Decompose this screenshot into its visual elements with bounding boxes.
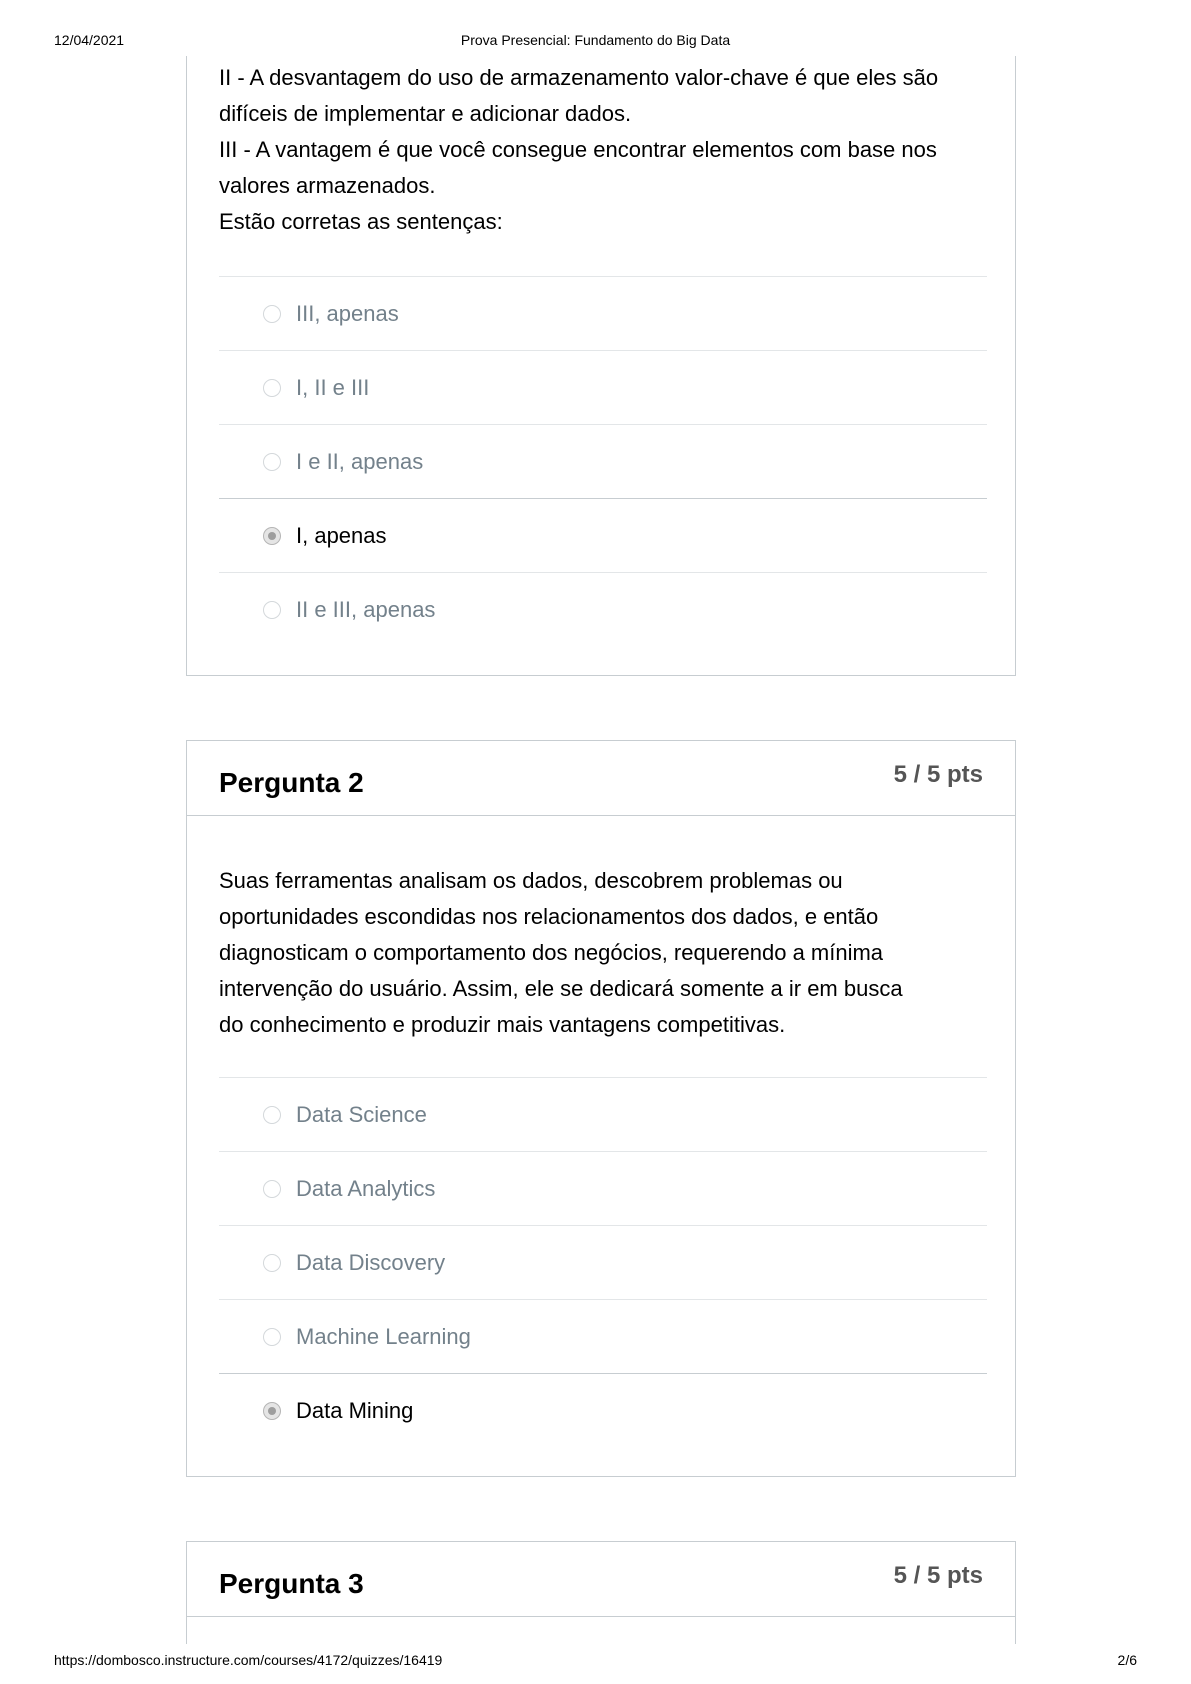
question-1-line: Estão corretas as sentenças: [219, 209, 503, 234]
question-1-card [186, 56, 1016, 676]
answer-option[interactable] [219, 350, 987, 424]
radio-button[interactable] [263, 305, 281, 323]
answer-label: Data Mining [296, 1398, 414, 1423]
question-2-card [186, 740, 1016, 1477]
question-3-header [187, 1542, 1015, 1617]
question-1-answers [219, 276, 987, 646]
question-2-line: oportunidades escondidas nos relacionamentos dos dados, e então [219, 904, 879, 929]
radio-button[interactable] [263, 453, 281, 471]
question-2-title: Pergunta 2 [219, 767, 364, 798]
print-footer [0, 1652, 1191, 1672]
question-1-line: difíceis de implementar e adicionar dados. [219, 101, 632, 126]
answer-option-selected[interactable] [219, 1373, 987, 1447]
radio-button-checked[interactable] [263, 527, 281, 545]
radio-button[interactable] [263, 1328, 281, 1346]
answer-option[interactable] [219, 1077, 987, 1151]
radio-button[interactable] [263, 1254, 281, 1272]
question-2-answers [219, 1077, 987, 1447]
question-2-points: 5 / 5 pts [893, 761, 983, 788]
question-2-line: Suas ferramentas analisam os dados, descobrem problemas ou [219, 868, 843, 893]
print-header [0, 32, 1191, 52]
answer-option[interactable] [219, 1299, 987, 1373]
answer-label: Data Analytics [296, 1176, 436, 1201]
radio-button[interactable] [263, 379, 281, 397]
answer-label: Machine Learning [296, 1324, 471, 1349]
answer-option[interactable] [219, 276, 987, 350]
answer-label: I e II, apenas [296, 449, 424, 474]
radio-button-checked[interactable] [263, 1402, 281, 1420]
answer-label: I, apenas [296, 523, 387, 548]
question-3-points: 5 / 5 pts [893, 1562, 983, 1589]
answer-label: I, II e III [296, 375, 370, 400]
answer-label: Data Discovery [296, 1250, 446, 1275]
question-3-card [186, 1541, 1016, 1644]
question-1-text [219, 60, 989, 240]
question-2-line: do conhecimento e produzir mais vantagens competitivas. [219, 1012, 786, 1037]
answer-option-selected[interactable] [219, 498, 987, 572]
question-1-line: valores armazenados. [219, 173, 436, 198]
radio-button[interactable] [263, 601, 281, 619]
question-2-text [219, 863, 989, 1043]
question-1-line: II - A desvantagem do uso de armazenamento valor-chave é que eles são [219, 65, 939, 90]
question-2-line: diagnosticam o comportamento dos negócios, requerendo a mínima [219, 940, 884, 965]
answer-option[interactable] [219, 424, 987, 498]
radio-button[interactable] [263, 1106, 281, 1124]
question-3-title: Pergunta 3 [219, 1568, 364, 1599]
answer-option[interactable] [219, 1151, 987, 1225]
question-1-line: III - A vantagem é que você consegue encontrar elementos com base nos [219, 137, 937, 162]
page-number: 2/6 [1117, 1652, 1137, 1668]
print-title: Prova Presencial: Fundamento do Big Data [460, 32, 731, 48]
question-2-line: intervenção do usuário. Assim, ele se dedicará somente a ir em busca [219, 976, 903, 1001]
answer-option[interactable] [219, 572, 987, 646]
answer-label: II e III, apenas [296, 597, 436, 622]
radio-button[interactable] [263, 1180, 281, 1198]
question-2-header [187, 741, 1015, 816]
answer-label: III, apenas [296, 301, 399, 326]
answer-label: Data Science [296, 1102, 427, 1127]
print-url: https://dombosco.instructure.com/courses/4172/quizzes/16419 [54, 1652, 443, 1668]
answer-option[interactable] [219, 1225, 987, 1299]
print-date: 12/04/2021 [54, 32, 125, 48]
